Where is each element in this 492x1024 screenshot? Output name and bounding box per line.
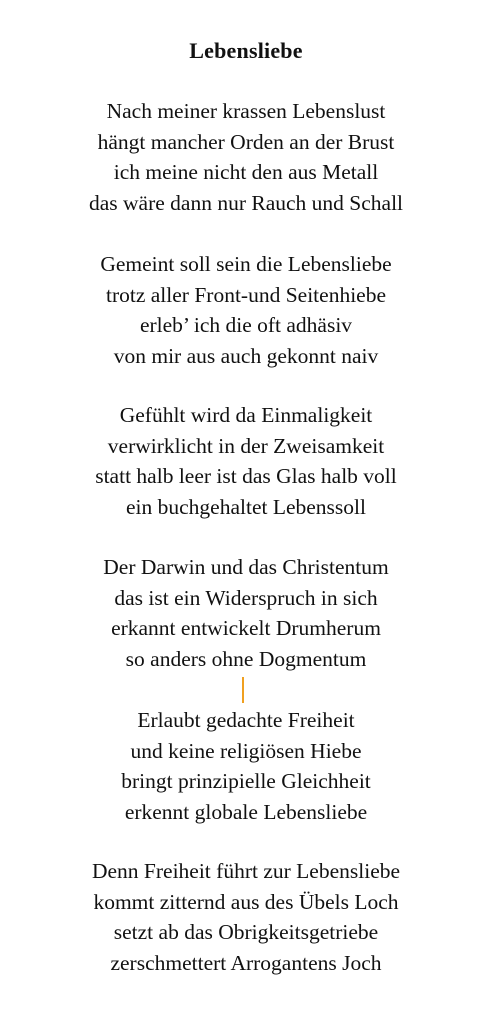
- poem-line: erleb’ ich die oft adhäsiv: [139, 313, 353, 337]
- stanza-4: [0, 552, 492, 674]
- poem-line: das wäre dann nur Rauch und Schall: [88, 190, 404, 215]
- stanza-6: [0, 856, 492, 978]
- stanza-5: [0, 705, 492, 827]
- poem-line: trotz aller Front-und Seitenhiebe: [105, 282, 386, 307]
- poem-line: zerschmettert Arrogantens Joch: [110, 950, 382, 975]
- poem-line: kommt zitternd aus des Übels Loch: [93, 889, 399, 914]
- poem-line: so anders ohne Dogmentum: [125, 646, 367, 671]
- poem-line: das ist ein Widerspruch in sich: [114, 585, 378, 610]
- poem-title: Lebensliebe: [189, 38, 303, 63]
- poem-line: hängt mancher Orden an der Brust: [97, 129, 395, 154]
- poem-line: bringt prinzipielle Gleichheit: [121, 769, 371, 793]
- poem-line: und keine religiösen Hiebe: [130, 738, 362, 763]
- poem-line: Gemeint soll sein die Lebensliebe: [100, 252, 392, 276]
- poem-line: erkennt globale Lebensliebe: [124, 799, 368, 824]
- poem-line: von mir aus auch gekonnt naiv: [113, 343, 379, 368]
- poem-line: setzt ab das Obrigkeitsgetriebe: [113, 920, 379, 944]
- poem-line: Erlaubt gedachte Freiheit: [137, 708, 355, 732]
- poem-line: verwirklicht in der Zweisamkeit: [107, 433, 385, 458]
- poem-line: erkannt entwickelt Drumherum: [111, 616, 381, 640]
- poem-line: Nach meiner krassen Lebenslust: [106, 99, 386, 123]
- text-cursor: [242, 677, 244, 703]
- poem-line: ich meine nicht den aus Metall: [113, 160, 379, 184]
- stanza-1: [0, 96, 492, 218]
- poem-line: Denn Freiheit führt zur Lebensliebe: [91, 859, 401, 883]
- poem-line: ein buchgehaltet Lebenssoll: [125, 494, 366, 519]
- poem-line: Gefühlt wird da Einmaligkeit: [119, 403, 373, 427]
- poem-line: statt halb leer ist das Glas halb voll: [95, 464, 397, 488]
- stanza-2: [0, 249, 492, 371]
- stanza-3: [0, 400, 492, 522]
- poem-line: Der Darwin und das Christentum: [103, 555, 389, 579]
